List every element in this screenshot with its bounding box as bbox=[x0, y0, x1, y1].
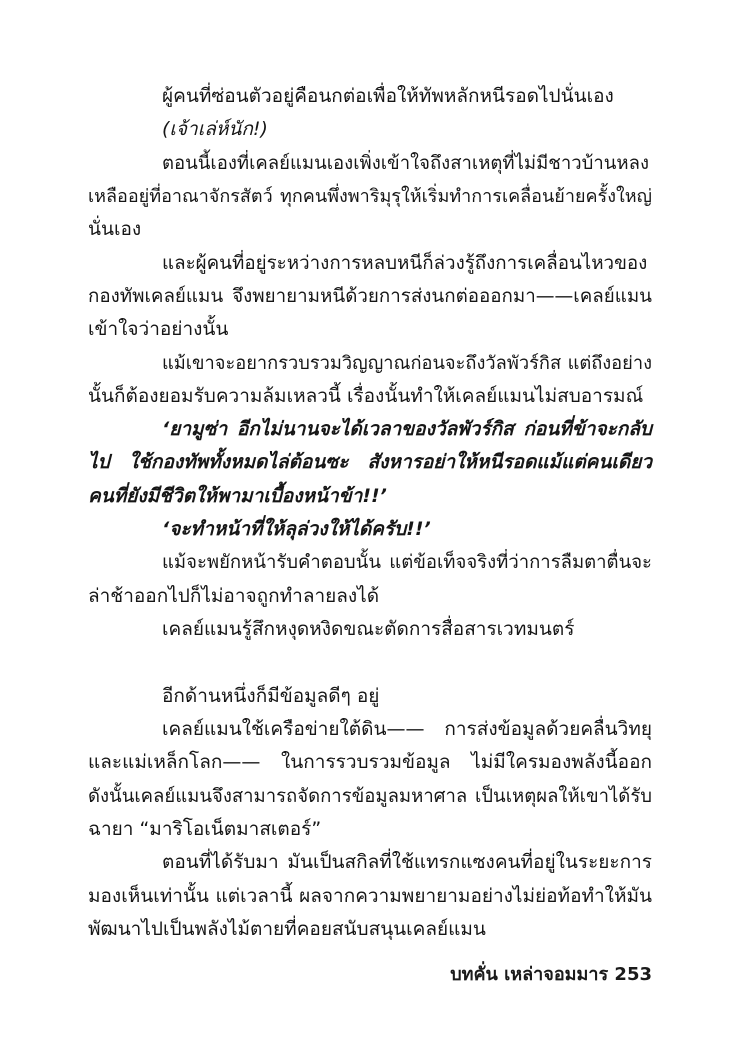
text-line: เข้าใจว่าอย่างนั้น bbox=[88, 318, 229, 341]
dialogue-paragraph bbox=[88, 413, 652, 513]
text-line: นั่นเอง bbox=[88, 218, 142, 241]
paragraph bbox=[88, 80, 652, 113]
text-line: เคลย์แมนรู้สึกหงุดหงิดขณะตัดการสื่อสารเวทมนตร์ bbox=[162, 618, 575, 640]
paragraph bbox=[88, 846, 652, 946]
text-line: ‘จะทำหน้าที่ให้ลุล่วงให้ได้ครับ!!’ bbox=[162, 518, 431, 541]
paragraph bbox=[88, 613, 652, 646]
page-number: 253 bbox=[614, 964, 652, 985]
text-line: ล่าช้าออกไปก็ไม่อาจถูกทำลายลงได้ bbox=[88, 584, 380, 607]
dialogue-paragraph bbox=[88, 513, 652, 546]
paragraph bbox=[88, 680, 652, 713]
text-line: นั้นก็ต้องยอมรับความล้มเหลวนี้ เรื่องนั้นทำให้เคลย์แมนไม่สบอารมณ์ bbox=[88, 384, 644, 407]
text-line: อีกด้านหนึ่งก็มีข้อมูลดีๆ อยู่ bbox=[162, 684, 380, 707]
text-line: ตอนนี้เองที่เคลย์แมนเองเพิ่งเข้าใจถึงสาเหตุที่ไม่มีชาวบ้านหลง bbox=[162, 152, 649, 174]
text-line: แม้เขาจะอยากรวบรวมวิญญาณก่อนจะถึงวัลพัวร์กิส แต่ถึงอย่าง bbox=[162, 352, 652, 374]
text-line: และแม่เหล็กโลก—— ในการรวบรวมข้อมูล ไม่มีใครมองพลังนี้ออก bbox=[88, 751, 652, 774]
paragraph bbox=[88, 347, 652, 414]
running-footer bbox=[450, 961, 652, 989]
text-line: คนที่ยังมีชีวิตให้พามาเบื้องหน้าข้า!!’ bbox=[88, 484, 387, 507]
text-line: ผู้คนที่ซ่อนตัวอยู่คือนกต่อเพื่อให้ทัพหลักหนีรอดไปนั่นเอง bbox=[162, 85, 614, 107]
text-line: ‘ยามูซ่า อีกไม่นานจะได้เวลาของวัลพัวร์กิส ก่อนที่ข้าจะกลับ bbox=[162, 418, 652, 441]
text-line: แม้จะพยักหน้ารับคำตอบนั้น แต่ข้อเท็จจริงที่ว่าการลืมตาตื่นจะ bbox=[162, 552, 652, 574]
text-line: พัฒนาไปเป็นพลังไม้ตายที่คอยสนับสนุนเคลย์แมน bbox=[88, 917, 486, 940]
text-line: มองเห็นเท่านั้น แต่เวลานี้ ผลจากความพยายามอย่างไม่ย่อท้อทำให้มัน bbox=[88, 884, 652, 907]
text-line: (เจ้าเล่ห์นัก!) bbox=[162, 118, 268, 141]
text-line: เคลย์แมนใช้เครือข่ายใต้ดิน—— การส่งข้อมูลด้วยคลื่นวิทยุ bbox=[162, 717, 652, 740]
section-break bbox=[88, 646, 652, 679]
paragraph bbox=[88, 147, 652, 247]
text-line: ฉายา “มาริโอเน็ตมาสเตอร์” bbox=[88, 817, 322, 840]
body-text bbox=[88, 80, 652, 946]
paragraph bbox=[88, 546, 652, 613]
text-line: ไป ใช้กองทัพทั้งหมดไล่ต้อนซะ สังหารอย่าให้หนีรอดแม้แต่คนเดียว bbox=[88, 451, 652, 474]
paragraph bbox=[88, 713, 652, 846]
text-line: และผู้คนที่อยู่ระหว่างการหลบหนีก็ล่วงรู้ถึงการเคลื่อนไหวของ bbox=[162, 252, 648, 274]
thought-paragraph bbox=[88, 113, 652, 146]
text-line: ดังนั้นเคลย์แมนจึงสามารถจัดการข้อมูลมหาศาล เป็นเหตุผลให้เขาได้รับ bbox=[88, 785, 652, 807]
chapter-title: บทคั่น เหล่าจอมมาร bbox=[450, 964, 609, 985]
paragraph bbox=[88, 247, 652, 347]
text-line: กองทัพเคลย์แมน จึงพยายามหนีด้วยการส่งนกต่อออกมา——เคลย์แมน bbox=[88, 285, 652, 307]
text-line: ตอนที่ได้รับมา มันเป็นสกิลที่ใช้แทรกแซงคนที่อยู่ในระยะการ bbox=[162, 851, 652, 874]
text-line: เหลืออยู่ที่อาณาจักรสัตว์ ทุกคนพึ่งพาริมุรุให้เริ่มทำการเคลื่อนย้ายครั้งใหญ่ bbox=[88, 185, 652, 207]
